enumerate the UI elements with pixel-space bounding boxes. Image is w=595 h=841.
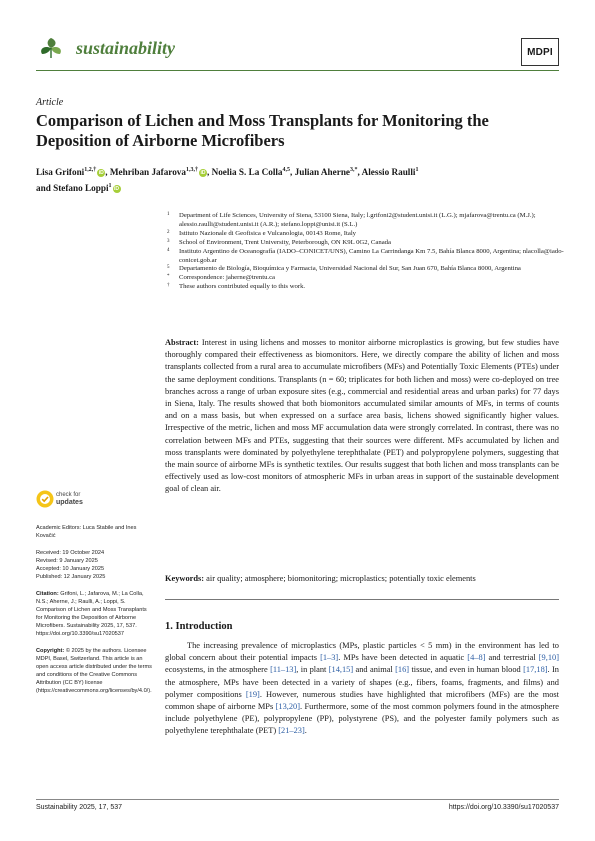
affiliation-text: These authors contributed equally to this work. [179,283,306,291]
accepted-date: Accepted: 10 January 2025 [36,566,105,572]
affiliation-item [165,265,565,274]
intro-text: tissue, and even in human blood [409,665,524,675]
intro-text: . In the atmosphere, MPs have been detected in a variety of shapes (e.g., fibers, foams, fragments, and films) and polymer compositions [165,665,559,699]
abstract-text: Interest in using lichens and mosses to monitor airborne microplastics is growing, but few studies have thoroughly compared their effectiveness as biomonitors. Here, we directly compare the ability of lichen and moss transplants collected from a rural area to accumulate microfibers (MFs) and Potentially Toxic Elements (PTEs) under the same deployment conditions. Transplants (n = 60; triplicates for both lichen and moss) were co-deployed on tree branches across a range of urban exposure sites (e.g., commercial and residential areas and urban parks) for 77 days in Siena, Italy. The results showed that both biomonitors accumulated similar amounts of MFs, in terms of counts and on a mass basis, but when expressed on a surface area basis, lichens showed significantly higher values. Irrespective of the metric, lichen and moss MF accumulation data were strongly correlated. In contrast, there was no correlation between MFs and PTEs, suggesting that their sources were different. MFs accumulated by lichen and moss transplants were dominated by polyethylene terephthalate (PET) and polypropylene polymers, suggesting that the main source of airborne MFs is synthetic textiles. Our results suggest that both lichen and moss transplants can be effectively used as low-cost monitors of atmospheric MFs in urban areas in support of the sustainable development goal of clean air. [165,338,560,494]
check-label-bottom: updates [56,499,83,506]
abstract [165,337,559,496]
received-date: Received: 19 October 2024 [36,550,105,556]
affiliation-item [165,230,565,239]
orcid-icon[interactable]: iD [200,170,206,177]
affiliation-text: School of Environment, Trent University, Peterborough, ON K9L 0G2, Canada [179,238,391,246]
author-name[interactable]: Alessio Raulli [361,167,416,178]
check-for-updates-button[interactable] [36,488,154,514]
intro-text: and terrestrial [485,653,539,663]
check-updates-icon [36,490,54,508]
check-updates-text [56,492,83,507]
author-affiliation-mark: 1 [108,183,112,190]
citation-link[interactable]: [17,18] [523,665,548,675]
affiliation-mark: 5 [167,265,170,271]
intro-text: . [304,726,307,736]
introduction-paragraph [165,640,559,738]
citation-link[interactable]: [11–13] [270,665,297,675]
citation-link[interactable]: [9,10] [538,653,559,663]
author-affiliation-mark: 1,2,† [84,167,97,173]
footer-doi-link[interactable]: https://doi.org/10.3390/su17020537 [448,804,559,811]
author-separator: , [290,167,295,178]
journal-name[interactable]: sustainability [76,38,176,58]
affiliations [165,212,565,292]
author-separator: , [357,167,362,178]
copyright-label: Copyright: [36,648,65,654]
leaf-icon [36,32,66,62]
author-separator: , [105,167,110,178]
keywords-label: Keywords: [165,574,205,583]
footer-citation: Sustainability 2025, 17, 537 [36,804,123,811]
author-name[interactable]: and Stefano Loppi [36,183,109,194]
citation-link[interactable]: [1–3] [320,653,339,663]
affiliation-item [165,239,565,248]
citation-link[interactable]: [14,15] [328,665,354,675]
affiliation-mark: * [167,274,170,280]
affiliation-mark: † [167,283,170,289]
intro-text: . Furthermore, some of the most common polymers found in the atmosphere include polyethylene (PE), polypropylene (PP), polystyrene (PS), and the polyester family polymers such as polyethylene terephthalate (PET) [165,702,559,736]
article-info-sidebar [36,488,154,704]
citation-link[interactable]: [13,20] [275,702,301,712]
publisher-logo[interactable] [521,38,559,66]
citation-text: Grifoni, L.; Jafarova, M.; La Colla, N.S.; Aherne, J.; Raulli, A.; Loppi, S. Comparison of Lichen and Moss Transplants for Monitoring the Deposition of Airborne Microfibers. Sustainability 2025, 17, 537. https://doi.org/10.3390/su17020537 [36,591,147,637]
affiliation-mark: 2 [167,229,170,235]
author-name[interactable]: Lisa Grifoni [36,167,85,178]
check-label-top: check for [56,492,81,498]
orcid-icon[interactable]: iD [98,170,104,177]
keywords-text: air quality; atmosphere; biomonitoring; microplastics; potentially toxic elements [206,574,476,583]
published-date: Published: 12 January 2025 [36,574,106,580]
section-heading: 1. Introduction [165,621,233,632]
journal-header [36,30,559,66]
citation-label: Citation: [36,591,59,597]
affiliation-text: Department of Life Sciences, University of Siena, 53100 Siena, Italy; l.grifoni2@student.unisi.it (L.G.); mjafarova@trentu.ca (M.J.); alessio.raulli@student.unisi.it (A.R.); stefano.loppi@unisi.it (S.L.) [179,212,536,228]
intro-text: The increasing prevalence of microplastics (MPs, plastic particles < 5 mm) in the environment has led to global concern about their potential impacts [165,641,559,663]
author-affiliation-mark: 3,* [350,167,358,173]
author-name[interactable]: Mehriban Jafarova [109,167,186,178]
intro-text: , in plant [296,665,329,675]
author-name[interactable]: Noelia S. La Colla [211,167,283,178]
affiliation-mark: 4 [167,247,170,253]
author-affiliation-mark: 1 [415,167,419,173]
intro-text: and animal [353,665,396,675]
affiliation-item [165,283,565,292]
revised-date: Revised: 9 January 2025 [36,558,98,564]
citation-block [36,590,154,638]
affiliation-item [165,274,565,283]
affiliation-text: Departamento de Biología, Bioquímica y Farmacia, Universidad Nacional del Sur, San Juan 670, Bahía Blanca 8000, Argentina [179,265,521,273]
citation-link[interactable]: [21–23] [278,726,305,736]
intro-text: . However, numerous studies have highlighted that microfibers (MFs) are the most common shape of airborne MPs [165,689,559,712]
citation-link[interactable]: [19] [245,689,260,699]
author-list [36,163,566,195]
citation-link[interactable]: [4–8] [467,653,486,663]
copyright-text: © 2025 by the authors. Licensee MDPI, Basel, Switzerland. This article is an open access article distributed under the terms and conditions of the Creative Commons Attribution (CC BY) license (https://creativecommons.org/licenses/by/4.0/). [36,648,152,694]
section-divider [165,599,559,600]
affiliation-text: Correspondence: jaherne@trentu.ca [179,274,276,282]
author-name[interactable]: Julian Aherne [294,167,351,178]
author-affiliation-mark: 1,3,† [185,167,198,173]
author-affiliation-mark: 4,5 [282,167,291,173]
dates [36,549,154,581]
academic-editors: Academic Editors: Luca Stabile and Ines Kovačić [36,525,137,539]
affiliation-text: Instituto Argentino de Oceanografía (IADO–CONICET/UNS), Camino La Carrindanga Km 7.5, Bahía Blanca 8000, Argentina; nlacolla@iado-conicet.gob.ar [179,247,564,264]
affiliation-mark: 1 [167,212,170,217]
footer-divider [36,799,559,800]
publisher-name: MDPI [527,47,553,58]
affiliation-item [165,248,565,266]
affiliation-item [165,212,565,230]
citation-link[interactable]: [16] [395,665,410,675]
header-divider [36,70,559,71]
author-separator: , [206,167,212,178]
article-type: Article [36,97,64,108]
orcid-icon[interactable]: iD [114,186,120,193]
affiliation-mark: 3 [167,238,170,244]
keywords [165,573,559,585]
article-title: Comparison of Lichen and Moss Transplants for Monitoring the Deposition of Airborne Microfibers [36,111,489,150]
intro-text: . MPs have been detected in aquatic [338,653,468,663]
copyright-block [36,647,154,695]
affiliation-text: Istituto Nazionale di Geofisica e Vulcanologia, 00143 Rome, Italy [179,229,357,237]
intro-text: ecosystems, in the atmosphere [165,665,271,675]
abstract-label: Abstract: [165,338,199,347]
